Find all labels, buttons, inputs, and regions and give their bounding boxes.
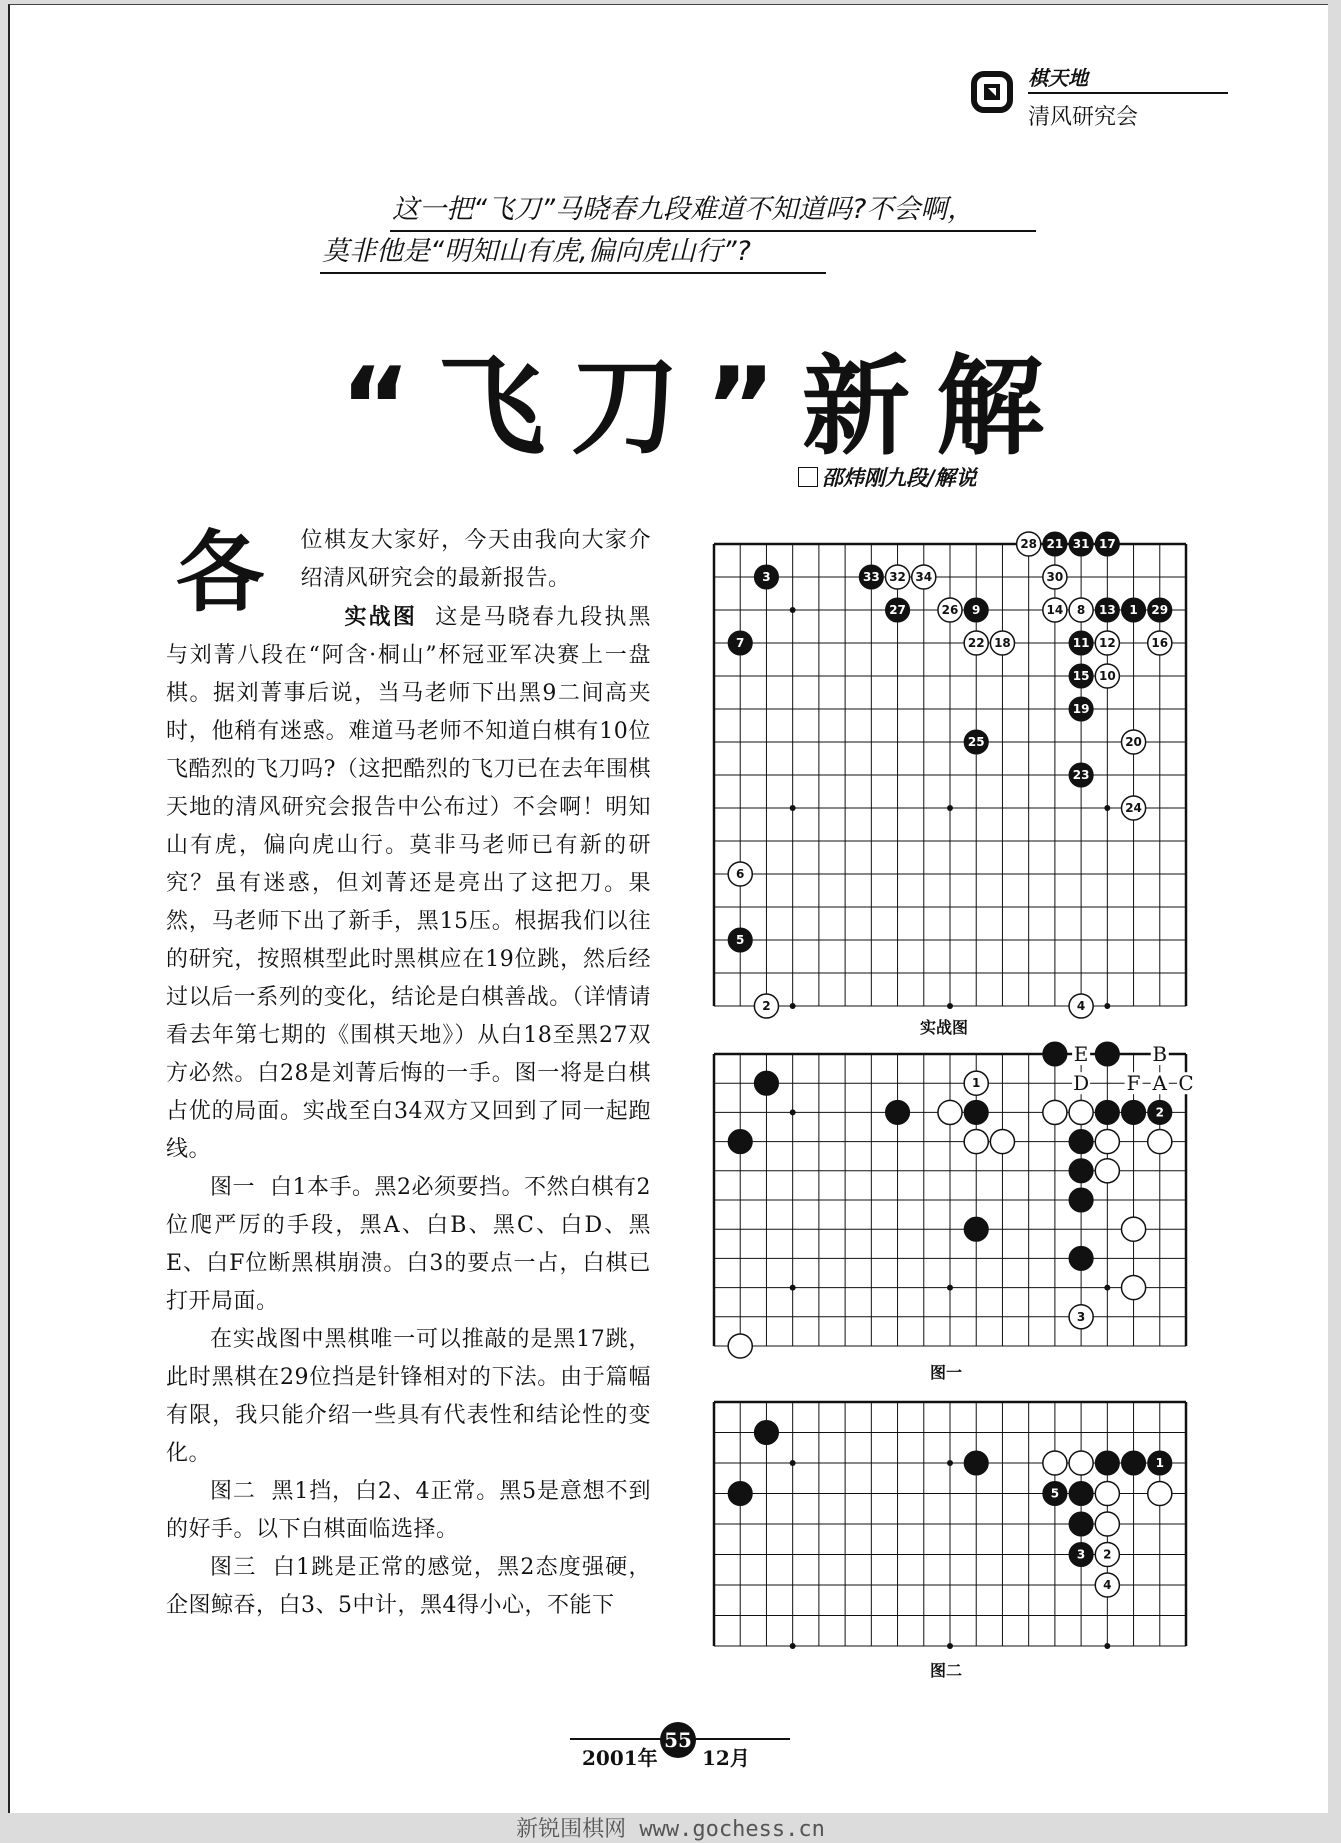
column-name: 棋天地 [1028, 66, 1088, 90]
column-logo-icon [970, 70, 1014, 114]
stone-disc [1095, 1042, 1119, 1066]
black-stone [1069, 532, 1093, 556]
stone-disc [1121, 1100, 1145, 1124]
white-stone [1121, 1217, 1145, 1241]
black-stone [1069, 1246, 1093, 1270]
black-stone [1069, 1130, 1093, 1154]
white-stone [964, 1071, 988, 1095]
position-mark: D [1073, 1071, 1090, 1096]
black-stone [1095, 1042, 1119, 1066]
stone-number: 21 [1046, 537, 1064, 551]
intro-text: 位棋友大家好，今天由我向大家介绍清风研究会的最新报告。 [300, 528, 651, 591]
white-stone [1043, 598, 1067, 622]
stone-disc [1043, 1451, 1067, 1475]
stone-number: 2 [1103, 1547, 1112, 1562]
stone-disc [1121, 1276, 1145, 1300]
stone-number: 32 [889, 570, 906, 584]
stone-disc [1043, 1100, 1067, 1124]
stone-number: 15 [1072, 669, 1090, 683]
star-point [947, 1003, 953, 1009]
drop-cap: 各 [176, 521, 265, 624]
caption-actual: 实战图 [920, 1018, 969, 1037]
watermark: 新锐围棋网 www.gochess.cn [516, 1817, 825, 1842]
black-stone [1148, 598, 1172, 622]
black-stone [1069, 1542, 1093, 1566]
white-stone [1095, 631, 1119, 655]
stone-number: 10 [1098, 669, 1116, 683]
white-stone [885, 565, 909, 589]
stone-disc [728, 1481, 752, 1505]
black-stone [1069, 1512, 1093, 1536]
paragraph-fig3 [166, 1549, 651, 1625]
paragraph-label: 图三 [210, 1555, 257, 1580]
stone-number: 3 [762, 570, 771, 584]
star-point [790, 1003, 796, 1009]
white-stone [728, 1334, 752, 1358]
stone-number: 5 [736, 933, 745, 947]
caption-fig1: 图一 [930, 1363, 963, 1382]
stone-disc [1069, 1481, 1093, 1505]
stone-disc [1069, 1451, 1093, 1475]
black-stone [728, 928, 752, 952]
article-title: “飞刀”新解 [340, 345, 1070, 470]
paragraph-variation [166, 1321, 651, 1473]
stone-number: 25 [967, 735, 985, 749]
stone-disc [1069, 1188, 1093, 1212]
stone-number: 23 [1072, 768, 1090, 782]
white-stone [964, 1130, 988, 1154]
black-stone [964, 730, 988, 754]
white-stone [938, 1100, 962, 1124]
stone-number: 1 [972, 1076, 981, 1091]
stone-disc [964, 1217, 988, 1241]
stone-number: 33 [862, 570, 880, 584]
go-board-actual [710, 537, 1190, 1013]
stone-disc [964, 1451, 988, 1475]
stone-disc [1069, 1159, 1093, 1183]
star-point [1104, 1285, 1110, 1291]
black-stone [728, 1130, 752, 1154]
black-stone [754, 1071, 778, 1095]
black-stone [1069, 1188, 1093, 1212]
stone-number: 13 [1098, 603, 1116, 617]
white-stone [1148, 631, 1172, 655]
star-point [947, 1643, 953, 1649]
stone-number: 12 [1098, 636, 1116, 650]
paragraph-text: 白1本手。黑2必须要挡。不然白棋有2位爬严厉的手段，黑A、白B、黑C、白D、黑E、白F位断黑棋崩溃。白3的要点一占，白棋已打开局面。 [166, 1175, 652, 1314]
white-stone [1069, 994, 1093, 1018]
black-stone [1069, 1159, 1093, 1183]
position-mark: F [1126, 1071, 1141, 1096]
black-stone [964, 1451, 988, 1475]
go-board-fig2 [710, 1398, 1190, 1650]
black-stone [1148, 1451, 1172, 1475]
tagline-line-2: 莫非他是“明知山有虎,偏向虎山行”? [320, 232, 826, 274]
author-box-icon [798, 467, 818, 487]
stone-number: 28 [1020, 537, 1038, 551]
stone-disc [1148, 1130, 1172, 1154]
white-stone [1095, 1481, 1119, 1505]
page-footer [570, 1730, 790, 1770]
black-stone [1069, 631, 1093, 655]
stone-disc [1095, 1100, 1119, 1124]
paragraph-fig2 [166, 1473, 651, 1549]
author-name: 邵炜刚九段/解说 [822, 465, 977, 490]
star-point [790, 1285, 796, 1291]
stone-number: 17 [1098, 537, 1116, 551]
paragraph-fig1 [166, 1169, 651, 1321]
page-number: 55 [660, 1722, 696, 1758]
white-stone [964, 631, 988, 655]
star-point [1104, 1003, 1110, 1009]
white-stone [1095, 664, 1119, 688]
black-stone [754, 1420, 778, 1444]
stone-number: 2 [762, 999, 771, 1013]
white-stone [938, 598, 962, 622]
star-point [947, 805, 953, 811]
star-point [790, 805, 796, 811]
black-stone [728, 631, 752, 655]
position-mark: C [1178, 1071, 1194, 1096]
stone-disc [938, 1100, 962, 1124]
footer-month: 12月 [702, 1746, 750, 1770]
black-stone [1069, 664, 1093, 688]
stone-number: 29 [1151, 603, 1169, 617]
stone-number: 7 [736, 636, 745, 650]
stone-disc [1095, 1512, 1119, 1536]
star-point [790, 1109, 796, 1115]
black-stone [964, 598, 988, 622]
paragraph-text: 白1跳是正常的感觉，黑2态度强硬，企图鲸吞，白3、5中计，黑4得小心，不能下 [166, 1555, 651, 1618]
stone-number: 5 [1050, 1486, 1060, 1501]
footer-year: 2001年 [582, 1746, 658, 1770]
stone-number: 11 [1072, 636, 1090, 650]
white-stone [1095, 1159, 1119, 1183]
stone-disc [990, 1130, 1014, 1154]
stone-number: 19 [1072, 702, 1090, 716]
stone-disc [1121, 1451, 1145, 1475]
stone-number: 6 [736, 867, 745, 881]
black-stone [885, 598, 909, 622]
stone-disc [728, 1130, 752, 1154]
position-mark: A [1152, 1071, 1168, 1096]
stone-number: 4 [1103, 1578, 1112, 1592]
white-stone [1095, 1130, 1119, 1154]
black-stone [1121, 598, 1145, 622]
stone-disc [1095, 1451, 1119, 1475]
paragraph-text: 黑1挡，白2、4正常。黑5是意想不到的好手。以下白棋面临选择。 [166, 1479, 651, 1542]
paragraph-label: 图一 [210, 1175, 256, 1200]
white-stone [754, 994, 778, 1018]
star-point [790, 607, 796, 613]
column-rule [1028, 92, 1228, 94]
white-stone [1121, 730, 1145, 754]
black-stone [728, 1481, 752, 1505]
white-stone [990, 631, 1014, 655]
black-stone [1069, 697, 1093, 721]
stone-number: 20 [1125, 735, 1142, 749]
black-stone [1121, 1451, 1145, 1475]
white-stone [1095, 1573, 1119, 1597]
article-body [166, 522, 651, 1625]
stone-disc [1121, 1217, 1145, 1241]
stone-disc [1069, 1512, 1093, 1536]
black-stone [1043, 1042, 1067, 1066]
white-stone [1043, 1100, 1067, 1124]
black-stone [1095, 598, 1119, 622]
black-stone [1043, 532, 1067, 556]
black-stone [859, 565, 883, 589]
black-stone [1121, 1100, 1145, 1124]
black-stone [964, 1217, 988, 1241]
author-line [798, 462, 977, 492]
stone-disc [885, 1100, 909, 1124]
black-stone [885, 1100, 909, 1124]
white-stone [1095, 1542, 1119, 1566]
white-stone [1148, 1130, 1172, 1154]
stone-number: 34 [915, 570, 933, 584]
caption-fig2: 图二 [930, 1661, 963, 1680]
paragraph-label: 实战图 [344, 604, 417, 630]
star-point [790, 1460, 796, 1466]
black-stone [964, 1100, 988, 1124]
black-stone [754, 565, 778, 589]
star-point [1104, 805, 1110, 811]
white-stone [912, 565, 936, 589]
stone-number: 2 [1155, 1105, 1164, 1120]
white-stone [1069, 598, 1093, 622]
stone-number: 9 [972, 603, 981, 617]
black-stone [1095, 532, 1119, 556]
stone-number: 18 [994, 636, 1011, 650]
white-stone [1017, 532, 1041, 556]
stone-number: 24 [1125, 801, 1142, 815]
stone-number: 1 [1155, 1456, 1164, 1470]
position-mark: B [1152, 1042, 1168, 1066]
star-point [790, 1643, 796, 1649]
white-stone [1069, 1305, 1093, 1329]
black-stone [1095, 1100, 1119, 1124]
position-mark: E [1073, 1042, 1089, 1066]
white-stone [1095, 1512, 1119, 1536]
black-stone [1148, 1100, 1172, 1124]
stone-number: 1 [1129, 603, 1138, 617]
black-stone [1043, 1481, 1067, 1505]
paragraph-text: 这是马晓春九段执黑与刘菁八段在“阿含·桐山”杯冠亚军决赛上一盘棋。据刘菁事后说，当马老师下出黑9二间高夹时，他稍有迷惑。难道马老师不知道白棋有10位飞酷烈的飞刀吗?（这把酷烈的飞刀已在去年围棋天地的清风研究会报告中公布过）不会啊！明知山有虎，偏向虎山行。莫非马老师已有新的研究？虽有迷惑，但刘菁还是亮出了这把刀。果然，马老师下出了新手，黑15压。根据我们以往的研究，按照棋型此时黑棋应在19位跳，然后经过以后一系列的变化，结论是白棋善战。（详情请看去年第七期的《围棋天地》）从白18至黑27双方必然。白28是刘菁后悔的一手。图一将是白棋占优的局面。实战至白34双方又回到了同一起跑线。 [166, 605, 651, 1162]
black-stone [1095, 1451, 1119, 1475]
stone-disc [1095, 1481, 1119, 1505]
white-stone [1069, 1100, 1093, 1124]
stone-number: 4 [1076, 999, 1086, 1013]
stone-number: 8 [1076, 603, 1086, 617]
star-point [1104, 1643, 1110, 1649]
stone-number: 14 [1046, 603, 1064, 617]
paragraph-text: 在实战图中黑棋唯一可以推敲的是黑17跳，此时黑棋在29位挡是针锋相对的下法。由于篇幅有限，我只能介绍一些具有代表性和结论性的变化。 [166, 1327, 651, 1466]
black-stone [1069, 763, 1093, 787]
stone-disc [964, 1100, 988, 1124]
stone-number: 26 [941, 603, 959, 617]
stone-disc [754, 1071, 778, 1095]
tagline-line-1: 这一把“飞刀”马晓春九段难道不知道吗?不会啊， [390, 190, 1036, 232]
column-header [970, 62, 1230, 132]
stone-number: 16 [1151, 636, 1169, 650]
white-stone [1121, 1276, 1145, 1300]
white-stone [1069, 1451, 1093, 1475]
stone-disc [754, 1420, 778, 1444]
stone-disc [728, 1334, 752, 1358]
star-point [947, 1460, 953, 1466]
stone-disc [1095, 1159, 1119, 1183]
stone-disc [1148, 1481, 1172, 1505]
board-grid [714, 1054, 1186, 1346]
white-stone [1043, 1451, 1067, 1475]
column-subtitle: 清风研究会 [1028, 105, 1139, 130]
go-board-fig1 [710, 1042, 1194, 1350]
white-stone [990, 1130, 1014, 1154]
stone-number: 27 [889, 603, 906, 617]
star-point [947, 1285, 953, 1291]
stone-number: 3 [1076, 1547, 1086, 1562]
stone-disc [1069, 1246, 1093, 1270]
stone-number: 30 [1046, 570, 1064, 584]
stone-disc [1069, 1130, 1093, 1154]
black-stone [1069, 1481, 1093, 1505]
stone-disc [964, 1130, 988, 1154]
stone-number: 3 [1076, 1309, 1086, 1324]
stone-disc [1095, 1130, 1119, 1154]
paragraph-label: 图二 [210, 1479, 256, 1504]
stone-number: 31 [1072, 537, 1090, 551]
white-stone [1148, 1481, 1172, 1505]
white-stone [1121, 796, 1145, 820]
white-stone [1043, 565, 1067, 589]
stone-disc [1043, 1042, 1067, 1066]
white-stone [728, 862, 752, 886]
stone-number: 22 [967, 636, 985, 650]
stone-disc [1069, 1100, 1093, 1124]
paragraph-actual [166, 598, 651, 1169]
